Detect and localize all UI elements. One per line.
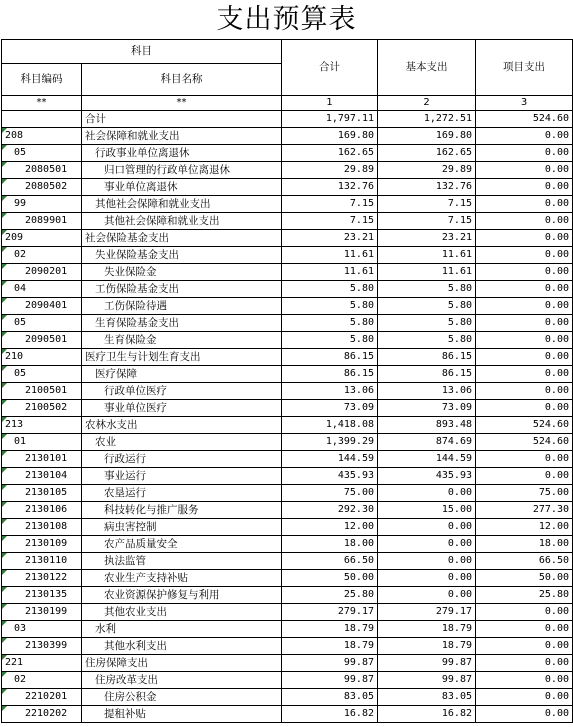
row-name: 住房保障支出 <box>82 655 282 672</box>
row-code: 2130105 <box>2 485 82 502</box>
table-row <box>2 434 573 451</box>
table-row <box>2 315 573 332</box>
row-total: 86.15 <box>282 349 378 366</box>
row-project: 0.00 <box>476 383 573 400</box>
header-col-3: 3 <box>476 96 573 111</box>
row-project: 0.00 <box>476 179 573 196</box>
row-total: 292.30 <box>282 502 378 519</box>
header-col-1: 1 <box>282 96 378 111</box>
row-basic: 0.00 <box>378 536 476 553</box>
row-project: 18.00 <box>476 536 573 553</box>
row-name: 农业资源保护修复与利用 <box>82 587 282 604</box>
row-total: 25.80 <box>282 587 378 604</box>
table-row <box>2 196 573 213</box>
row-name: 社会保障和就业支出 <box>82 128 282 145</box>
row-code: 2130106 <box>2 502 82 519</box>
row-total: 132.76 <box>282 179 378 196</box>
header-col-2: 2 <box>378 96 476 111</box>
row-basic: 11.61 <box>378 247 476 264</box>
table-row <box>2 621 573 638</box>
row-basic: 29.89 <box>378 162 476 179</box>
row-code: 2130109 <box>2 536 82 553</box>
row-total: 18.79 <box>282 621 378 638</box>
row-name: 事业单位医疗 <box>82 400 282 417</box>
row-project: 0.00 <box>476 315 573 332</box>
row-name: 工伤保险待遇 <box>82 298 282 315</box>
row-total: 5.80 <box>282 281 378 298</box>
row-basic: 5.80 <box>378 298 476 315</box>
row-code: 99 <box>2 196 82 213</box>
table-row <box>2 366 573 383</box>
row-basic: 5.80 <box>378 315 476 332</box>
row-code: 2130199 <box>2 604 82 621</box>
row-project: 0.00 <box>476 264 573 281</box>
row-total: 18.79 <box>282 638 378 655</box>
table-row <box>2 485 573 502</box>
row-code: 04 <box>2 281 82 298</box>
table-body <box>2 111 573 723</box>
row-name: 失业保险金 <box>82 264 282 281</box>
table-row <box>2 349 573 366</box>
row-code: 210 <box>2 349 82 366</box>
row-name: 行政运行 <box>82 451 282 468</box>
row-basic: 13.06 <box>378 383 476 400</box>
row-basic: 0.00 <box>378 587 476 604</box>
row-project: 12.00 <box>476 519 573 536</box>
row-total: 23.21 <box>282 230 378 247</box>
row-basic: 893.48 <box>378 417 476 434</box>
row-total: 144.59 <box>282 451 378 468</box>
row-basic: 86.15 <box>378 349 476 366</box>
row-code: 05 <box>2 366 82 383</box>
row-project: 0.00 <box>476 468 573 485</box>
row-project: 0.00 <box>476 281 573 298</box>
row-name: 医疗卫生与计划生育支出 <box>82 349 282 366</box>
row-name: 农业 <box>82 434 282 451</box>
row-code: 02 <box>2 247 82 264</box>
row-code: 01 <box>2 434 82 451</box>
row-name: 其他水利支出 <box>82 638 282 655</box>
row-code: 2080501 <box>2 162 82 179</box>
row-project: 0.00 <box>476 332 573 349</box>
row-total: 99.87 <box>282 655 378 672</box>
row-total: 279.17 <box>282 604 378 621</box>
row-code: 2130104 <box>2 468 82 485</box>
row-project: 0.00 <box>476 366 573 383</box>
table-row <box>2 672 573 689</box>
row-project: 0.00 <box>476 451 573 468</box>
row-code: 209 <box>2 230 82 247</box>
row-code <box>2 111 82 128</box>
row-basic: 435.93 <box>378 468 476 485</box>
row-project: 524.60 <box>476 417 573 434</box>
row-basic: 23.21 <box>378 230 476 247</box>
row-project: 0.00 <box>476 672 573 689</box>
header-project: 项目支出 <box>476 40 573 96</box>
table-row <box>2 111 573 128</box>
row-basic: 162.65 <box>378 145 476 162</box>
row-project: 0.00 <box>476 655 573 672</box>
row-total: 7.15 <box>282 196 378 213</box>
row-code: 213 <box>2 417 82 434</box>
row-total: 5.80 <box>282 298 378 315</box>
row-project: 0.00 <box>476 706 573 723</box>
row-basic: 144.59 <box>378 451 476 468</box>
row-basic: 1,272.51 <box>378 111 476 128</box>
row-total: 1,797.11 <box>282 111 378 128</box>
table-row <box>2 128 573 145</box>
row-name: 病虫害控制 <box>82 519 282 536</box>
row-code: 2089901 <box>2 213 82 230</box>
row-name: 其他农业支出 <box>82 604 282 621</box>
row-name: 社会保险基金支出 <box>82 230 282 247</box>
row-project: 50.00 <box>476 570 573 587</box>
row-name: 其他社会保障和就业支出 <box>82 196 282 213</box>
row-name: 水利 <box>82 621 282 638</box>
table-row <box>2 536 573 553</box>
row-total: 50.00 <box>282 570 378 587</box>
row-code: 2080502 <box>2 179 82 196</box>
row-code: 2100501 <box>2 383 82 400</box>
table-row <box>2 400 573 417</box>
row-project: 75.00 <box>476 485 573 502</box>
header-basic: 基本支出 <box>378 40 476 96</box>
row-total: 18.00 <box>282 536 378 553</box>
row-basic: 132.76 <box>378 179 476 196</box>
row-name: 农产品质量安全 <box>82 536 282 553</box>
row-basic: 86.15 <box>378 366 476 383</box>
row-name: 归口管理的行政单位离退休 <box>82 162 282 179</box>
row-project: 25.80 <box>476 587 573 604</box>
row-code: 2130122 <box>2 570 82 587</box>
row-basic: 7.15 <box>378 213 476 230</box>
row-total: 66.50 <box>282 553 378 570</box>
row-total: 86.15 <box>282 366 378 383</box>
row-code: 2130101 <box>2 451 82 468</box>
row-basic: 18.79 <box>378 621 476 638</box>
row-code: 02 <box>2 672 82 689</box>
row-basic: 5.80 <box>378 281 476 298</box>
row-name: 住房公积金 <box>82 689 282 706</box>
row-name: 农业生产支持补贴 <box>82 570 282 587</box>
header-name-mark: ** <box>82 96 282 111</box>
row-basic: 16.82 <box>378 706 476 723</box>
row-total: 169.80 <box>282 128 378 145</box>
row-name: 行政单位医疗 <box>82 383 282 400</box>
row-total: 1,399.29 <box>282 434 378 451</box>
row-total: 7.15 <box>282 213 378 230</box>
row-project: 0.00 <box>476 247 573 264</box>
row-total: 5.80 <box>282 332 378 349</box>
row-basic: 11.61 <box>378 264 476 281</box>
table-row <box>2 417 573 434</box>
table-header <box>2 40 573 111</box>
row-project: 0.00 <box>476 689 573 706</box>
row-project: 0.00 <box>476 638 573 655</box>
row-basic: 7.15 <box>378 196 476 213</box>
row-name: 生育保险基金支出 <box>82 315 282 332</box>
row-project: 524.60 <box>476 111 573 128</box>
row-total: 162.65 <box>282 145 378 162</box>
table-row <box>2 638 573 655</box>
row-basic: 0.00 <box>378 553 476 570</box>
header-code: 科目编码 <box>2 64 82 96</box>
row-code: 05 <box>2 315 82 332</box>
row-basic: 169.80 <box>378 128 476 145</box>
header-name: 科目名称 <box>82 64 282 96</box>
header-subject: 科目 <box>2 40 282 64</box>
row-name: 执法监管 <box>82 553 282 570</box>
row-project: 0.00 <box>476 604 573 621</box>
row-total: 1,418.08 <box>282 417 378 434</box>
table-row <box>2 553 573 570</box>
row-total: 99.87 <box>282 672 378 689</box>
row-project: 0.00 <box>476 230 573 247</box>
row-code: 2210202 <box>2 706 82 723</box>
row-code: 03 <box>2 621 82 638</box>
row-project: 0.00 <box>476 162 573 179</box>
row-name: 医疗保障 <box>82 366 282 383</box>
row-total: 73.09 <box>282 400 378 417</box>
table-row <box>2 213 573 230</box>
table-row <box>2 298 573 315</box>
row-project: 277.30 <box>476 502 573 519</box>
row-total: 11.61 <box>282 247 378 264</box>
row-code: 2090401 <box>2 298 82 315</box>
header-total: 合计 <box>282 40 378 96</box>
table-row <box>2 247 573 264</box>
header-code-mark: ** <box>2 96 82 111</box>
row-name: 生育保险金 <box>82 332 282 349</box>
row-name: 事业单位离退休 <box>82 179 282 196</box>
row-code: 2130135 <box>2 587 82 604</box>
row-basic: 99.87 <box>378 672 476 689</box>
row-code: 2130399 <box>2 638 82 655</box>
table-row <box>2 519 573 536</box>
row-total: 435.93 <box>282 468 378 485</box>
row-project: 0.00 <box>476 145 573 162</box>
row-total: 83.05 <box>282 689 378 706</box>
table-row <box>2 468 573 485</box>
row-total: 29.89 <box>282 162 378 179</box>
row-name: 提租补贴 <box>82 706 282 723</box>
table-row <box>2 689 573 706</box>
row-total: 16.82 <box>282 706 378 723</box>
table-row <box>2 145 573 162</box>
row-basic: 83.05 <box>378 689 476 706</box>
row-basic: 279.17 <box>378 604 476 621</box>
row-total: 12.00 <box>282 519 378 536</box>
table-row <box>2 502 573 519</box>
table-row <box>2 587 573 604</box>
row-code: 05 <box>2 145 82 162</box>
table-row <box>2 230 573 247</box>
table-row <box>2 451 573 468</box>
table-row <box>2 655 573 672</box>
row-code: 2090501 <box>2 332 82 349</box>
row-name: 事业运行 <box>82 468 282 485</box>
row-total: 13.06 <box>282 383 378 400</box>
row-name: 科技转化与推广服务 <box>82 502 282 519</box>
row-basic: 15.00 <box>378 502 476 519</box>
page-title: 支出预算表 <box>216 4 357 35</box>
row-code: 2130108 <box>2 519 82 536</box>
row-code: 2130110 <box>2 553 82 570</box>
table-row <box>2 264 573 281</box>
budget-table <box>1 39 573 723</box>
row-total: 75.00 <box>282 485 378 502</box>
row-project: 0.00 <box>476 128 573 145</box>
row-name: 农林水支出 <box>82 417 282 434</box>
table-row <box>2 383 573 400</box>
table-row <box>2 281 573 298</box>
row-name: 其他社会保障和就业支出 <box>82 213 282 230</box>
row-basic: 73.09 <box>378 400 476 417</box>
row-project: 0.00 <box>476 196 573 213</box>
row-basic: 0.00 <box>378 570 476 587</box>
row-name: 失业保险基金支出 <box>82 247 282 264</box>
table-row <box>2 706 573 723</box>
table-row <box>2 162 573 179</box>
table-row <box>2 604 573 621</box>
table-row <box>2 570 573 587</box>
row-project: 524.60 <box>476 434 573 451</box>
row-project: 0.00 <box>476 213 573 230</box>
table-row <box>2 179 573 196</box>
row-name: 行政事业单位离退休 <box>82 145 282 162</box>
row-project: 0.00 <box>476 621 573 638</box>
row-basic: 99.87 <box>378 655 476 672</box>
row-name: 工伤保险基金支出 <box>82 281 282 298</box>
row-code: 221 <box>2 655 82 672</box>
row-code: 2210201 <box>2 689 82 706</box>
row-basic: 5.80 <box>378 332 476 349</box>
row-project: 0.00 <box>476 349 573 366</box>
row-code: 2090201 <box>2 264 82 281</box>
row-name: 合计 <box>82 111 282 128</box>
row-code: 208 <box>2 128 82 145</box>
row-name: 住房改革支出 <box>82 672 282 689</box>
row-total: 5.80 <box>282 315 378 332</box>
row-project: 0.00 <box>476 400 573 417</box>
row-basic: 0.00 <box>378 519 476 536</box>
row-project: 66.50 <box>476 553 573 570</box>
row-project: 0.00 <box>476 298 573 315</box>
row-basic: 0.00 <box>378 485 476 502</box>
row-basic: 874.69 <box>378 434 476 451</box>
table-row <box>2 332 573 349</box>
row-total: 11.61 <box>282 264 378 281</box>
row-basic: 18.79 <box>378 638 476 655</box>
row-code: 2100502 <box>2 400 82 417</box>
row-name: 农垦运行 <box>82 485 282 502</box>
